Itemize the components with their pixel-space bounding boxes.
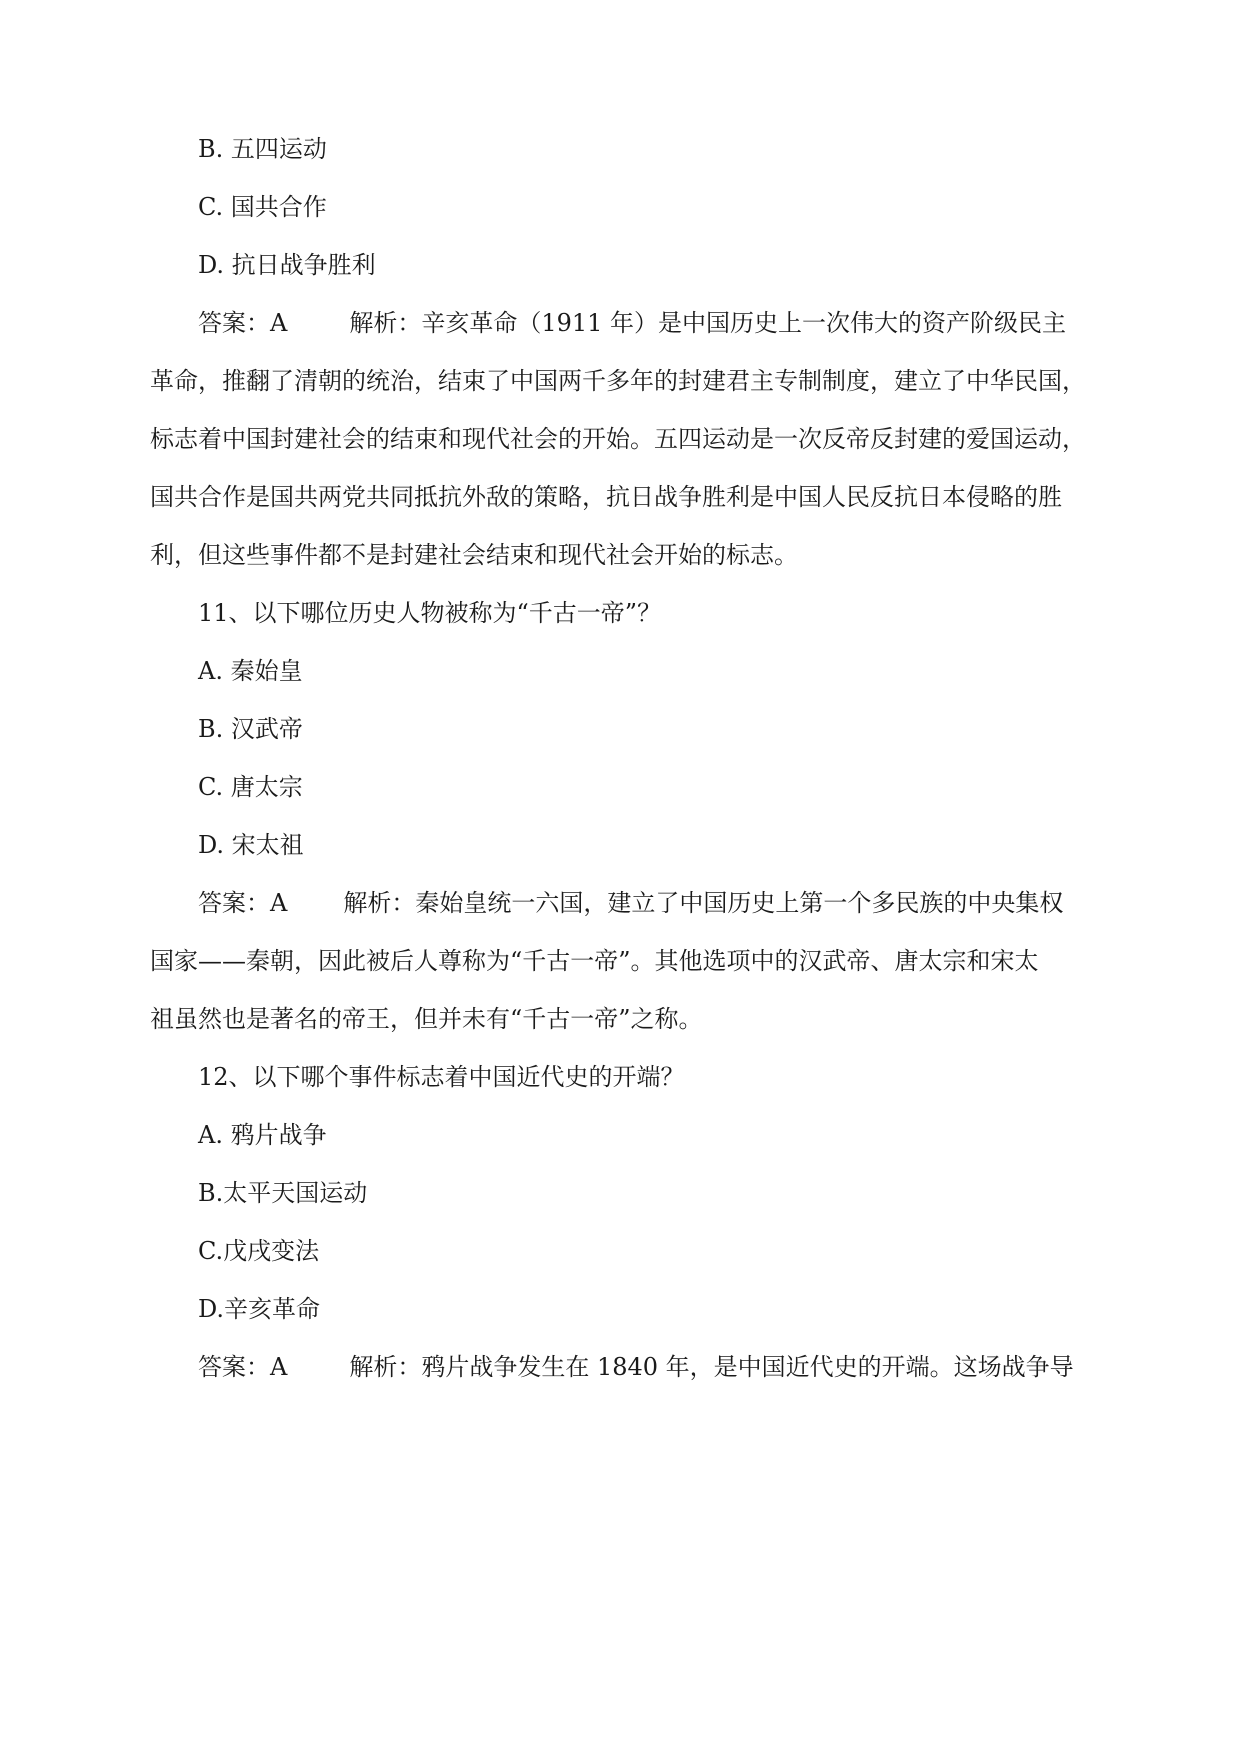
q10-answer-line-1 — [198, 307, 1066, 339]
q12-option-d: D.辛亥革命 — [198, 1295, 321, 1323]
q11-question: 11、以下哪位历史人物被称为“千古一帝”？ — [198, 599, 662, 627]
q12-option-c: C.戊戌变法 — [198, 1237, 320, 1265]
q11-explanation-line: 解析：秦始皇统一六国，建立了中国历史上第一个多民族的中央集权 — [343, 889, 1064, 917]
q12-answer-label: 答案：A — [198, 1353, 288, 1381]
q11-option-a: A. 秦始皇 — [198, 657, 303, 685]
q11-explanation-line: 国家——秦朝，因此被后人尊称为“千古一帝”。其他选项中的汉武帝、唐太宗和宋太 — [150, 947, 1039, 975]
q12-option-a: A. 鸦片战争 — [198, 1121, 327, 1149]
q11-answer-label: 答案：A — [198, 889, 288, 917]
q10-explanation-line: 解析：辛亥革命（1911 年）是中国历史上一次伟大的资产阶级民主 — [349, 309, 1067, 337]
q10-explanation-line: 国共合作是国共两党共同抵抗外敌的策略，抗日战争胜利是中国人民反抗日本侵略的胜 — [150, 483, 1062, 511]
q11-answer-line-1 — [198, 887, 1063, 919]
q10-answer-label: 答案：A — [198, 309, 288, 337]
q12-question: 12、以下哪个事件标志着中国近代史的开端？ — [198, 1063, 685, 1091]
q12-explanation-line: 解析：鸦片战争发生在 1840 年，是中国近代史的开端。这场战争导 — [349, 1353, 1074, 1381]
q10-option-d: D. 抗日战争胜利 — [198, 251, 376, 279]
q11-explanation-line: 祖虽然也是著名的帝王，但并未有“千古一帝”之称。 — [150, 1005, 703, 1033]
q11-option-c: C. 唐太宗 — [198, 773, 303, 801]
q10-option-b: B. 五四运动 — [198, 135, 327, 163]
q10-explanation-line: 标志着中国封建社会的结束和现代社会的开始。五四运动是一次反帝反封建的爱国运动， — [150, 425, 1086, 453]
q10-explanation-line: 革命，推翻了清朝的统治，结束了中国两千多年的封建君主专制制度，建立了中华民国， — [150, 367, 1086, 395]
q12-option-b: B.太平天国运动 — [198, 1179, 368, 1207]
q12-answer-line-1 — [198, 1351, 1074, 1383]
q11-option-b: B. 汉武帝 — [198, 715, 303, 743]
q10-explanation-line: 利，但这些事件都不是封建社会结束和现代社会开始的标志。 — [150, 541, 798, 569]
q10-option-c: C. 国共合作 — [198, 193, 327, 221]
q11-option-d: D. 宋太祖 — [198, 831, 304, 859]
